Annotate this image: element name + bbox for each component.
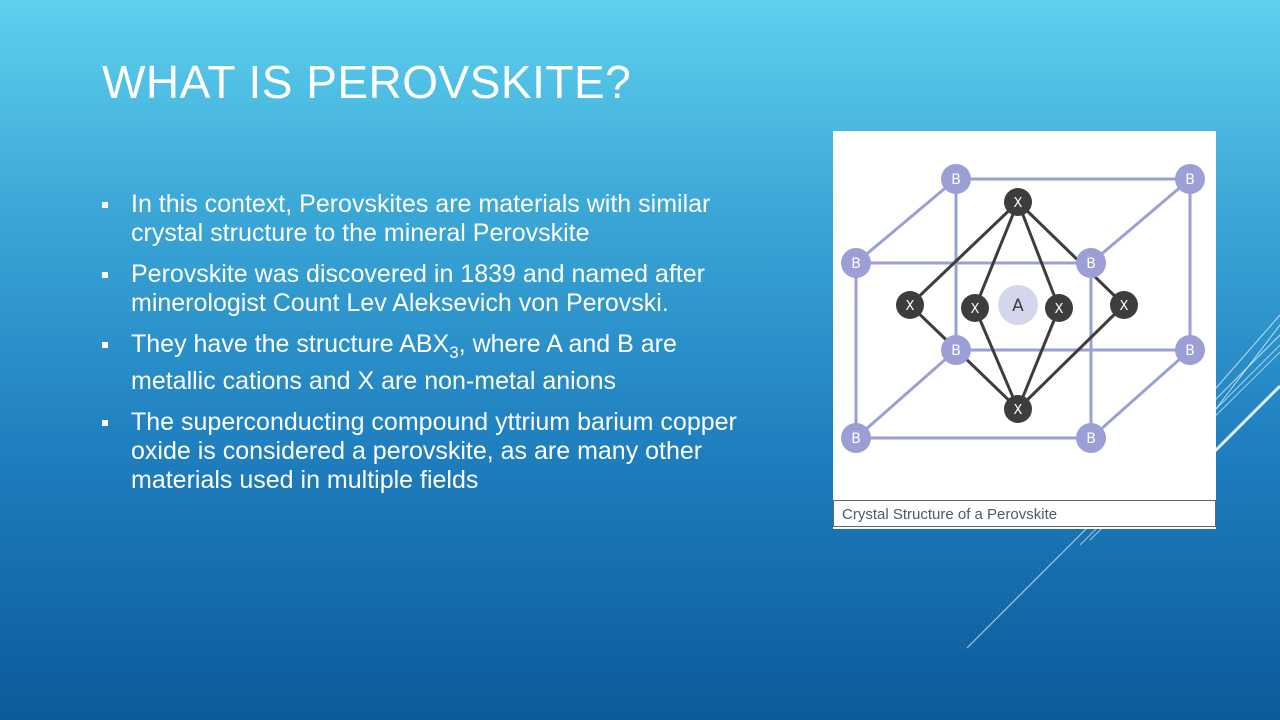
bullet-text: In this context, Perovskites are materials with similar crystal structure to the mineral Perovskite <box>131 190 711 247</box>
b-atom-label: B <box>951 343 961 359</box>
x-atom-label: X <box>970 302 980 317</box>
x-atom-label: X <box>1013 403 1023 418</box>
x-atom-label: X <box>1054 302 1064 317</box>
square-bullet-icon <box>102 420 108 426</box>
crystal-structure-figure <box>833 131 1216 529</box>
x-atom <box>1045 294 1073 322</box>
x-atom-label: X <box>1013 196 1023 211</box>
x-atom-label: X <box>1119 299 1129 314</box>
bullet-list <box>102 190 742 507</box>
formula-subscript: 3 <box>449 343 459 362</box>
b-atom <box>1076 423 1106 453</box>
bullet-text-pre: They have the structure ABX <box>131 330 450 358</box>
b-atom <box>1175 164 1205 194</box>
b-atom-label: B <box>1185 172 1195 188</box>
figure-caption: Crystal Structure of a Perovskite <box>833 500 1216 527</box>
slide-title: WHAT IS PEROVSKITE? <box>102 56 632 108</box>
x-atom <box>1004 188 1032 216</box>
b-atom-label: B <box>851 256 861 272</box>
x-atom <box>961 294 989 322</box>
b-atom-label: B <box>851 431 861 447</box>
square-bullet-icon <box>102 202 108 208</box>
x-atom-label: X <box>905 299 915 314</box>
a-atom-label: A <box>1012 296 1024 316</box>
square-bullet-icon <box>102 342 108 348</box>
bullet-text-formula <box>131 330 677 395</box>
b-atom-label: B <box>1086 256 1096 272</box>
b-atom <box>841 248 871 278</box>
square-bullet-icon <box>102 272 108 278</box>
bullet-text-post: , where A and B are metallic cations and X are non-metal anions <box>131 330 677 395</box>
a-atom <box>998 285 1038 325</box>
x-atom <box>896 291 924 319</box>
bullet-item <box>102 260 742 318</box>
x-atom <box>1110 291 1138 319</box>
b-atom-label: B <box>1185 343 1195 359</box>
x-atom <box>1004 395 1032 423</box>
b-atom <box>941 164 971 194</box>
b-atom <box>1076 248 1106 278</box>
b-atom-label: B <box>1086 431 1096 447</box>
bullet-text: Perovskite was discovered in 1839 and named after minerologist Count Lev Aleksevich von Perovski. <box>131 260 705 317</box>
bullet-item <box>102 330 742 396</box>
b-atom <box>841 423 871 453</box>
b-atom <box>941 335 971 365</box>
bullet-text: The superconducting compound yttrium barium copper oxide is considered a perovskite, as are many other materials used in multiple fields <box>131 408 737 494</box>
b-atom <box>1175 335 1205 365</box>
perovskite-diagram <box>833 131 1216 500</box>
bullet-item <box>102 190 742 248</box>
bullet-item <box>102 408 742 495</box>
b-atom-label: B <box>951 172 961 188</box>
